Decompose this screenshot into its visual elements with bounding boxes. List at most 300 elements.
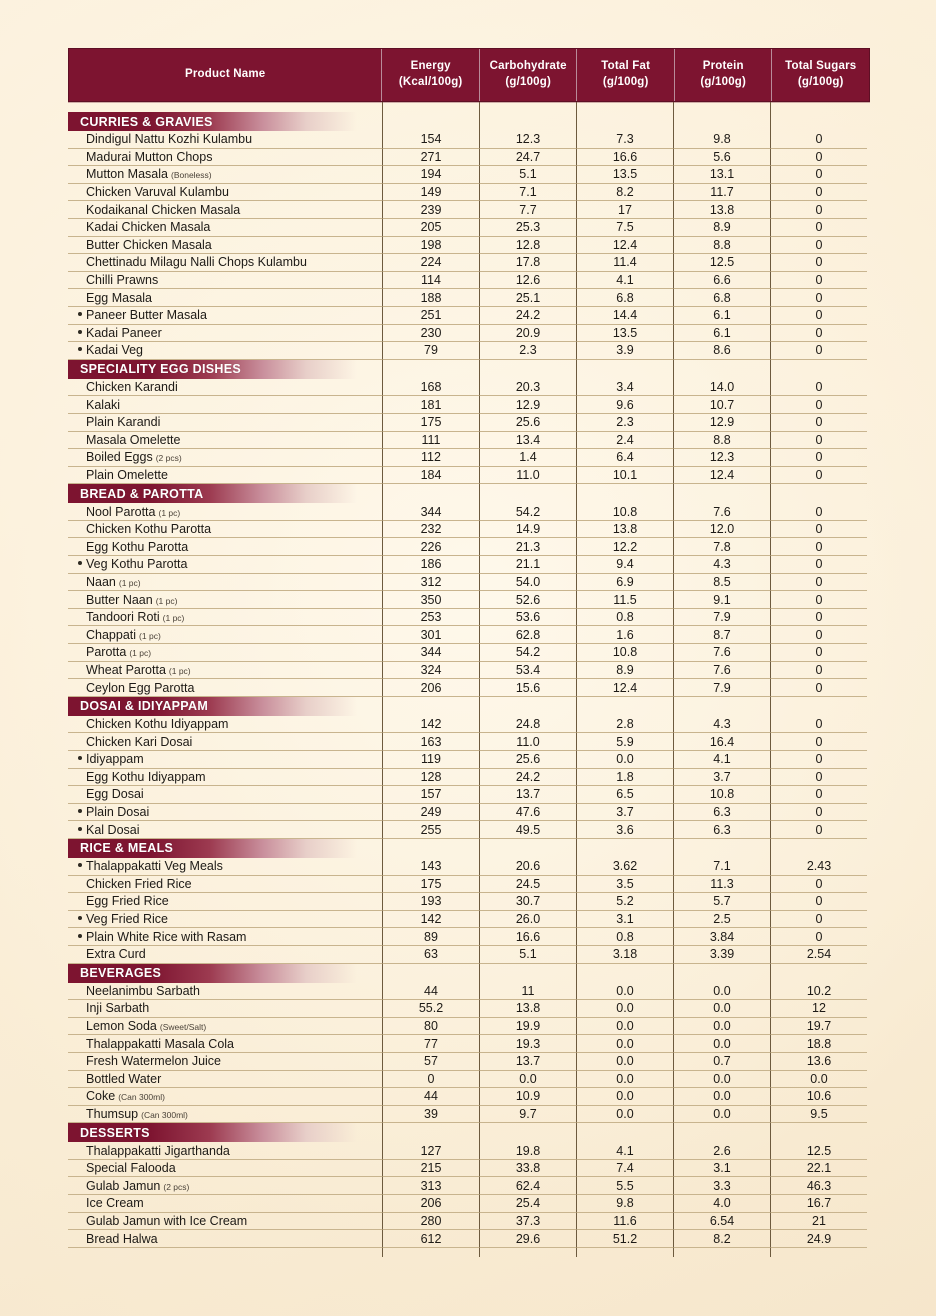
section-spacer-cell <box>479 964 576 983</box>
veg-marker-placeholder <box>78 402 82 406</box>
table-row <box>68 149 870 167</box>
cell-carbohydrate: 11 <box>479 983 576 1001</box>
product-name-cell <box>68 556 382 574</box>
cell-total-sugars: 9.5 <box>770 1106 867 1124</box>
cell-total-fat: 5.5 <box>576 1177 673 1195</box>
product-name-label: Chilli Prawns <box>86 273 159 288</box>
section-spacer-cell <box>673 839 770 858</box>
cell-carbohydrate: 19.3 <box>479 1035 576 1053</box>
cell-protein: 6.3 <box>673 821 770 839</box>
table-row <box>68 1088 870 1106</box>
gap-name-cell <box>68 102 382 112</box>
veg-marker-icon <box>78 347 82 351</box>
veg-marker-placeholder <box>78 632 82 636</box>
section-banner <box>68 839 382 858</box>
section-spacer-cell <box>479 360 576 379</box>
cell-total-sugars: 0 <box>770 911 867 929</box>
cell-total-fat: 4.1 <box>576 1142 673 1160</box>
section-header-row <box>68 484 870 503</box>
product-name-label: Coke <box>86 1089 116 1104</box>
cell-protein: 10.8 <box>673 786 770 804</box>
cell-total-fat: 4.1 <box>576 272 673 290</box>
cell-energy: 111 <box>382 432 479 450</box>
cell-total-sugars: 2.43 <box>770 858 867 876</box>
product-name-label: Thalappakatti Masala Cola <box>86 1036 234 1051</box>
cell-energy: 255 <box>382 821 479 839</box>
header-body-gap <box>68 102 870 112</box>
section-title: CURRIES & GRAVIES <box>80 114 213 129</box>
product-name-label: Mutton Masala <box>86 167 168 182</box>
product-name-label: Thalappakatti Jigarthanda <box>86 1143 230 1158</box>
veg-marker-placeholder <box>78 685 82 689</box>
cell-energy: 194 <box>382 166 479 184</box>
section-header-row <box>68 112 870 131</box>
column-header-unit: (g/100g) <box>700 76 747 88</box>
section-spacer-cell <box>479 697 576 716</box>
cell-total-fat: 2.4 <box>576 432 673 450</box>
cell-total-fat: 7.5 <box>576 219 673 237</box>
product-name-label: Gulab Jamun with Ice Cream <box>86 1213 248 1228</box>
product-name-cell <box>68 538 382 556</box>
product-name-label: Thalappakatti Veg Meals <box>86 859 223 874</box>
table-row <box>68 679 870 697</box>
section-banner <box>68 484 382 503</box>
product-name-label: Bread Halwa <box>86 1231 158 1246</box>
product-name-label: Kal Dosai <box>86 822 140 837</box>
product-name-label: Egg Dosai <box>86 787 144 802</box>
cell-energy: 188 <box>382 289 479 307</box>
product-name-cell <box>68 1106 382 1124</box>
cell-protein: 8.2 <box>673 1230 770 1248</box>
product-name-note: (1 pc) <box>118 577 141 588</box>
table-body <box>68 112 870 1248</box>
column-header-label: Protein <box>702 60 744 73</box>
veg-marker-placeholder <box>78 224 82 228</box>
cell-carbohydrate: 29.6 <box>479 1230 576 1248</box>
cell-energy: 55.2 <box>382 1000 479 1018</box>
cell-total-fat: 0.0 <box>576 983 673 1001</box>
section-spacer-cell <box>382 360 479 379</box>
cell-total-fat: 3.5 <box>576 876 673 894</box>
section-spacer-cell <box>673 484 770 503</box>
cell-total-fat: 7.4 <box>576 1160 673 1178</box>
nutrition-table <box>68 48 870 1257</box>
veg-marker-placeholder <box>78 277 82 281</box>
cell-protein: 6.54 <box>673 1213 770 1231</box>
product-name-cell <box>68 876 382 894</box>
cell-total-fat: 0.0 <box>576 1053 673 1071</box>
cell-total-sugars: 0 <box>770 379 867 397</box>
cell-energy: 154 <box>382 131 479 149</box>
product-name-note: (1 pc) <box>168 665 191 676</box>
cell-total-sugars: 0 <box>770 574 867 592</box>
table-row <box>68 786 870 804</box>
cell-total-fat: 13.5 <box>576 325 673 343</box>
cell-carbohydrate: 12.8 <box>479 237 576 255</box>
cell-total-sugars: 18.8 <box>770 1035 867 1053</box>
table-row <box>68 1177 870 1195</box>
cell-carbohydrate: 21.1 <box>479 556 576 574</box>
veg-marker-placeholder <box>78 881 82 885</box>
product-name-label: Extra Curd <box>86 947 146 962</box>
cell-energy: 168 <box>382 379 479 397</box>
cell-energy: 184 <box>382 467 479 485</box>
veg-marker-placeholder <box>78 171 82 175</box>
section-spacer-cell <box>479 484 576 503</box>
cell-total-sugars: 0.0 <box>770 1071 867 1089</box>
table-row <box>68 396 870 414</box>
table-row <box>68 201 870 219</box>
cell-energy: 163 <box>382 733 479 751</box>
product-name-cell <box>68 379 382 397</box>
cell-carbohydrate: 25.3 <box>479 219 576 237</box>
section-spacer-cell <box>479 112 576 131</box>
cell-total-sugars: 0 <box>770 396 867 414</box>
section-spacer-cell <box>576 360 673 379</box>
cell-total-fat: 3.6 <box>576 821 673 839</box>
product-name-label: Special Falooda <box>86 1161 176 1176</box>
table-row <box>68 662 870 680</box>
cell-energy: 206 <box>382 1195 479 1213</box>
veg-marker-icon <box>78 863 82 867</box>
product-name-cell <box>68 679 382 697</box>
section-spacer-cell <box>382 112 479 131</box>
cell-total-fat: 7.3 <box>576 131 673 149</box>
section-title: RICE & MEALS <box>80 841 174 856</box>
table-row <box>68 1230 870 1248</box>
product-name-note: (2 pcs) <box>163 1181 190 1192</box>
cell-total-fat: 11.4 <box>576 254 673 272</box>
veg-marker-placeholder <box>78 1148 82 1152</box>
product-name-cell <box>68 804 382 822</box>
cell-carbohydrate: 11.0 <box>479 467 576 485</box>
product-name-cell <box>68 201 382 219</box>
product-name-cell <box>68 1195 382 1213</box>
product-name-label: Tandoori Roti <box>86 610 160 625</box>
section-spacer-cell <box>673 697 770 716</box>
cell-energy: 215 <box>382 1160 479 1178</box>
section-spacer-cell <box>770 964 867 983</box>
product-name-label: Butter Chicken Masala <box>86 237 212 252</box>
cell-carbohydrate: 0.0 <box>479 1071 576 1089</box>
cell-carbohydrate: 54.2 <box>479 503 576 521</box>
product-name-label: Kodaikanal Chicken Masala <box>86 202 241 217</box>
section-spacer-cell <box>673 112 770 131</box>
cell-total-sugars: 0 <box>770 786 867 804</box>
column-header-product-name <box>69 49 382 101</box>
product-name-cell <box>68 1142 382 1160</box>
table-row <box>68 1213 870 1231</box>
column-header-total-sugars <box>772 49 869 101</box>
cell-total-fat: 3.62 <box>576 858 673 876</box>
cell-protein: 0.0 <box>673 1106 770 1124</box>
column-header-energy <box>382 49 480 101</box>
table-row <box>68 609 870 627</box>
cell-total-sugars: 0 <box>770 876 867 894</box>
cell-protein: 2.6 <box>673 1142 770 1160</box>
product-name-cell <box>68 1088 382 1106</box>
product-name-cell <box>68 786 382 804</box>
column-header-label: Energy <box>410 60 451 73</box>
cell-energy: 232 <box>382 521 479 539</box>
cell-carbohydrate: 49.5 <box>479 821 576 839</box>
veg-marker-placeholder <box>78 988 82 992</box>
cell-total-fat: 8.9 <box>576 662 673 680</box>
veg-marker-placeholder <box>78 1200 82 1204</box>
cell-carbohydrate: 25.4 <box>479 1195 576 1213</box>
cell-protein: 6.6 <box>673 272 770 290</box>
cell-total-fat: 16.6 <box>576 149 673 167</box>
section-title: DESSERTS <box>80 1125 150 1140</box>
product-name-label: Paneer Butter Masala <box>86 308 207 323</box>
table-row <box>68 131 870 149</box>
product-name-label: Butter Naan <box>86 592 153 607</box>
product-name-note: (1 pc) <box>129 648 152 659</box>
cell-total-sugars: 0 <box>770 414 867 432</box>
veg-marker-placeholder <box>78 242 82 246</box>
cell-total-sugars: 0 <box>770 716 867 734</box>
veg-marker-placeholder <box>78 509 82 513</box>
product-name-note: (Boneless) <box>170 170 212 181</box>
product-name-label: Egg Masala <box>86 290 153 305</box>
cell-carbohydrate: 13.8 <box>479 1000 576 1018</box>
section-spacer-cell <box>576 964 673 983</box>
table-row <box>68 538 870 556</box>
cell-total-fat: 13.5 <box>576 166 673 184</box>
table-row <box>68 1000 870 1018</box>
cell-total-sugars: 0 <box>770 342 867 360</box>
cell-total-sugars: 0 <box>770 166 867 184</box>
cell-energy: 89 <box>382 928 479 946</box>
column-header-label: Carbohydrate <box>489 60 567 73</box>
cell-energy: 344 <box>382 503 479 521</box>
product-name-cell <box>68 574 382 592</box>
cell-protein: 7.8 <box>673 538 770 556</box>
product-name-cell <box>68 289 382 307</box>
cell-protein: 6.3 <box>673 804 770 822</box>
cell-energy: 79 <box>382 342 479 360</box>
product-name-note: (Can 300ml) <box>118 1092 165 1103</box>
cell-total-fat: 17 <box>576 201 673 219</box>
product-name-cell <box>68 432 382 450</box>
cell-protein: 11.3 <box>673 876 770 894</box>
cell-carbohydrate: 12.3 <box>479 131 576 149</box>
product-name-label: Bottled Water <box>86 1071 162 1086</box>
cell-energy: 128 <box>382 769 479 787</box>
cell-total-fat: 0.0 <box>576 1106 673 1124</box>
cell-energy: 253 <box>382 609 479 627</box>
cell-energy: 193 <box>382 893 479 911</box>
cell-protein: 0.0 <box>673 1035 770 1053</box>
product-name-cell <box>68 342 382 360</box>
cell-carbohydrate: 54.2 <box>479 644 576 662</box>
table-row <box>68 1053 870 1071</box>
product-name-cell <box>68 149 382 167</box>
cell-protein: 10.7 <box>673 396 770 414</box>
cell-protein: 8.7 <box>673 626 770 644</box>
section-spacer-cell <box>576 697 673 716</box>
product-name-cell <box>68 414 382 432</box>
cell-total-sugars: 0 <box>770 521 867 539</box>
product-name-cell <box>68 237 382 255</box>
table-row <box>68 1035 870 1053</box>
section-spacer-cell <box>382 1123 479 1142</box>
gap-num-cell <box>576 102 673 112</box>
product-name-cell <box>68 858 382 876</box>
cell-energy: 313 <box>382 1177 479 1195</box>
cell-energy: 251 <box>382 307 479 325</box>
product-name-label: Kalaki <box>86 397 121 412</box>
cell-energy: 44 <box>382 983 479 1001</box>
cell-protein: 8.5 <box>673 574 770 592</box>
product-name-label: Ice Cream <box>86 1196 144 1211</box>
cell-total-sugars: 2.54 <box>770 946 867 964</box>
cell-protein: 16.4 <box>673 733 770 751</box>
cell-total-fat: 6.9 <box>576 574 673 592</box>
cell-protein: 0.0 <box>673 983 770 1001</box>
cell-protein: 7.1 <box>673 858 770 876</box>
section-spacer-cell <box>382 484 479 503</box>
table-row <box>68 1106 870 1124</box>
cell-total-sugars: 0 <box>770 237 867 255</box>
table-row <box>68 893 870 911</box>
product-name-label: Thumsup <box>86 1106 139 1121</box>
veg-marker-placeholder <box>78 1041 82 1045</box>
cell-carbohydrate: 25.1 <box>479 289 576 307</box>
cell-energy: 226 <box>382 538 479 556</box>
column-header-unit: (g/100g) <box>602 76 649 88</box>
cell-energy: 198 <box>382 237 479 255</box>
cell-total-sugars: 0 <box>770 928 867 946</box>
product-name-label: Kadai Chicken Masala <box>86 220 211 235</box>
cell-protein: 0.0 <box>673 1000 770 1018</box>
cell-protein: 13.8 <box>673 201 770 219</box>
veg-marker-placeholder <box>78 614 82 618</box>
table-row <box>68 467 870 485</box>
cell-protein: 0.0 <box>673 1018 770 1036</box>
table-row <box>68 272 870 290</box>
product-name-label: Masala Omelette <box>86 432 181 447</box>
veg-marker-placeholder <box>78 667 82 671</box>
cell-energy: 181 <box>382 396 479 414</box>
column-header-label: Total Sugars <box>785 60 857 73</box>
product-name-cell <box>68 1018 382 1036</box>
cell-protein: 12.5 <box>673 254 770 272</box>
cell-total-sugars: 0 <box>770 449 867 467</box>
cell-total-fat: 10.8 <box>576 644 673 662</box>
table-row <box>68 769 870 787</box>
cell-protein: 11.7 <box>673 184 770 202</box>
cell-total-sugars: 0 <box>770 201 867 219</box>
product-name-cell <box>68 521 382 539</box>
cell-total-fat: 11.5 <box>576 591 673 609</box>
cell-carbohydrate: 5.1 <box>479 166 576 184</box>
section-spacer-cell <box>479 839 576 858</box>
cell-protein: 5.6 <box>673 149 770 167</box>
cell-carbohydrate: 16.6 <box>479 928 576 946</box>
cell-total-sugars: 0 <box>770 503 867 521</box>
cell-total-sugars: 22.1 <box>770 1160 867 1178</box>
veg-marker-placeholder <box>78 419 82 423</box>
cell-protein: 12.9 <box>673 414 770 432</box>
cell-carbohydrate: 13.7 <box>479 786 576 804</box>
cell-energy: 80 <box>382 1018 479 1036</box>
section-banner <box>68 360 382 379</box>
cell-protein: 6.1 <box>673 325 770 343</box>
product-name-label: Plain Karandi <box>86 415 161 430</box>
product-name-label: Lemon Soda <box>86 1019 157 1034</box>
cell-total-sugars: 0 <box>770 556 867 574</box>
product-name-cell <box>68 449 382 467</box>
table-row <box>68 858 870 876</box>
veg-marker-placeholder <box>78 454 82 458</box>
section-spacer-cell <box>770 360 867 379</box>
cell-energy: 280 <box>382 1213 479 1231</box>
product-name-cell <box>68 626 382 644</box>
cell-total-sugars: 24.9 <box>770 1230 867 1248</box>
product-name-cell <box>68 983 382 1001</box>
cell-energy: 186 <box>382 556 479 574</box>
footer-num-cell <box>479 1248 576 1257</box>
product-name-note: (Sweet/Salt) <box>159 1022 207 1033</box>
veg-marker-placeholder <box>78 207 82 211</box>
cell-energy: 44 <box>382 1088 479 1106</box>
cell-energy: 157 <box>382 786 479 804</box>
cell-carbohydrate: 62.8 <box>479 626 576 644</box>
table-row <box>68 521 870 539</box>
footer-num-cell <box>382 1248 479 1257</box>
cell-energy: 344 <box>382 644 479 662</box>
section-spacer-cell <box>382 697 479 716</box>
cell-total-sugars: 0 <box>770 893 867 911</box>
veg-marker-icon <box>78 827 82 831</box>
cell-protein: 4.0 <box>673 1195 770 1213</box>
cell-carbohydrate: 12.6 <box>479 272 576 290</box>
veg-marker-icon <box>78 312 82 316</box>
section-title: BEVERAGES <box>80 966 162 981</box>
cell-total-fat: 2.3 <box>576 414 673 432</box>
cell-energy: 612 <box>382 1230 479 1248</box>
veg-marker-placeholder <box>78 1165 82 1169</box>
cell-total-sugars: 0 <box>770 272 867 290</box>
cell-carbohydrate: 24.8 <box>479 716 576 734</box>
veg-marker-placeholder <box>78 597 82 601</box>
cell-total-fat: 0.0 <box>576 751 673 769</box>
veg-marker-placeholder <box>78 259 82 263</box>
product-name-label: Neelanimbu Sarbath <box>86 983 200 998</box>
cell-carbohydrate: 24.5 <box>479 876 576 894</box>
cell-carbohydrate: 20.9 <box>479 325 576 343</box>
product-name-cell <box>68 751 382 769</box>
cell-total-fat: 3.18 <box>576 946 673 964</box>
cell-carbohydrate: 17.8 <box>479 254 576 272</box>
cell-energy: 249 <box>382 804 479 822</box>
cell-carbohydrate: 11.0 <box>479 733 576 751</box>
cell-carbohydrate: 24.7 <box>479 149 576 167</box>
product-name-cell <box>68 591 382 609</box>
product-name-cell <box>68 219 382 237</box>
section-spacer-cell <box>576 112 673 131</box>
veg-marker-icon <box>78 561 82 565</box>
cell-protein: 13.1 <box>673 166 770 184</box>
cell-protein: 0.0 <box>673 1088 770 1106</box>
veg-marker-placeholder <box>78 544 82 548</box>
section-title: DOSAI & IDIYAPPAM <box>80 699 209 714</box>
cell-protein: 9.8 <box>673 131 770 149</box>
section-spacer-cell <box>576 484 673 503</box>
cell-carbohydrate: 53.6 <box>479 609 576 627</box>
product-name-label: Chicken Kothu Idiyappam <box>86 717 229 732</box>
